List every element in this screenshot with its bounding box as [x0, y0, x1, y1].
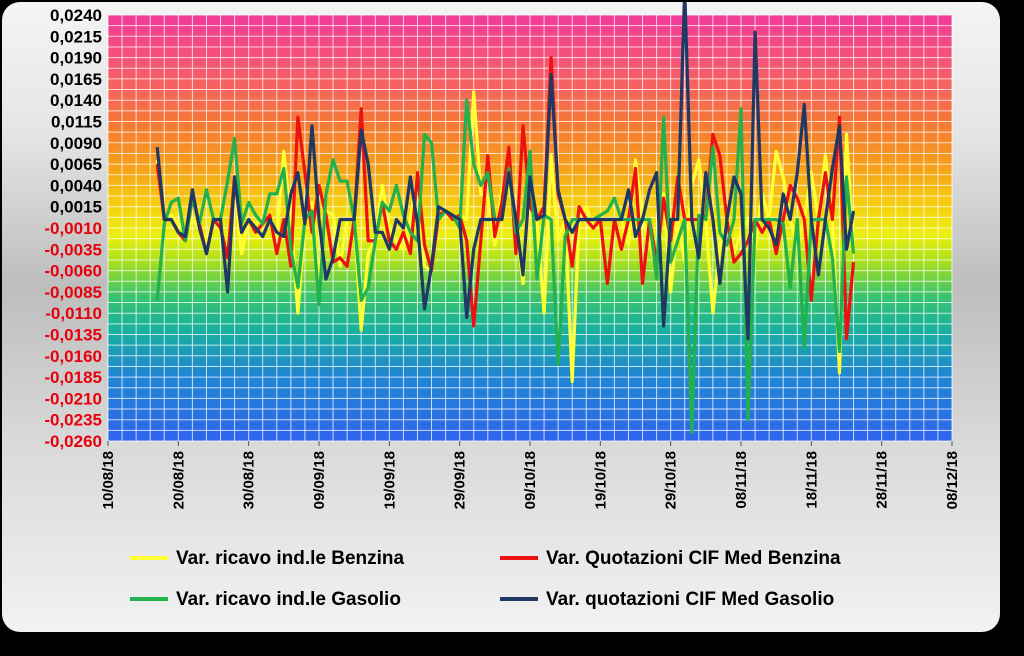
- x-tick-label: 28/11/18: [873, 451, 891, 509]
- legend-label: Var. ricavo ind.le Benzina: [176, 548, 405, 569]
- y-tick-label: 0,0240: [50, 6, 102, 25]
- x-tick-label: 08/12/18: [944, 451, 961, 510]
- y-tick-label: 0,0090: [50, 133, 102, 153]
- y-tick-label: -0,0260: [44, 432, 102, 451]
- y-tick-label: -0,0160: [44, 346, 102, 366]
- x-tick-label: 19/09/18: [381, 451, 399, 510]
- x-tick-label: 20/08/18: [170, 451, 188, 510]
- y-axis-ticks: [44, 6, 102, 451]
- x-tick-label: 09/09/18: [311, 451, 328, 510]
- y-tick-label: -0,0135: [44, 325, 102, 345]
- y-tick-label: -0,0060: [44, 261, 102, 281]
- x-tick-label: 29/10/18: [662, 451, 680, 510]
- y-tick-label: 0,0115: [50, 112, 102, 132]
- y-tick-label: 0,0165: [50, 69, 102, 89]
- x-axis-ticks: [100, 441, 961, 509]
- y-tick-label: -0,0010: [44, 219, 102, 238]
- x-tick-label: 19/10/18: [592, 451, 610, 510]
- y-tick-label: -0,0085: [44, 282, 102, 302]
- y-tick-label: 0,0040: [50, 176, 102, 196]
- y-tick-label: 0,0065: [50, 155, 102, 175]
- y-tick-label: -0,0210: [44, 389, 102, 409]
- legend-label: Var. Quotazioni CIF Med Benzina: [546, 548, 841, 569]
- y-tick-label: 0,0190: [50, 48, 102, 68]
- chart-frame: [2, 2, 1000, 632]
- x-tick-label: 29/09/18: [451, 450, 469, 510]
- y-tick-label: 0,0015: [50, 197, 102, 217]
- x-tick-label: 09/10/18: [522, 451, 539, 510]
- legend: [130, 548, 841, 610]
- x-tick-label: 30/08/18: [240, 451, 258, 510]
- x-tick-label: 18/11/18: [803, 451, 821, 509]
- y-tick-label: -0,0035: [44, 240, 102, 260]
- y-tick-label: 0,0140: [50, 91, 102, 111]
- y-tick-label: -0,0110: [45, 304, 102, 324]
- y-tick-label: -0,0185: [44, 368, 102, 388]
- legend-label: Var. quotazioni CIF Med Gasolio: [546, 589, 835, 610]
- chart-svg: [2, 2, 1000, 632]
- x-tick-label: 10/08/18: [100, 451, 117, 510]
- x-tick-label: 08/11/18: [733, 451, 750, 509]
- legend-label: Var. ricavo ind.le Gasolio: [176, 589, 401, 610]
- y-tick-label: 0,0215: [50, 27, 102, 47]
- y-tick-label: -0,0235: [44, 410, 102, 430]
